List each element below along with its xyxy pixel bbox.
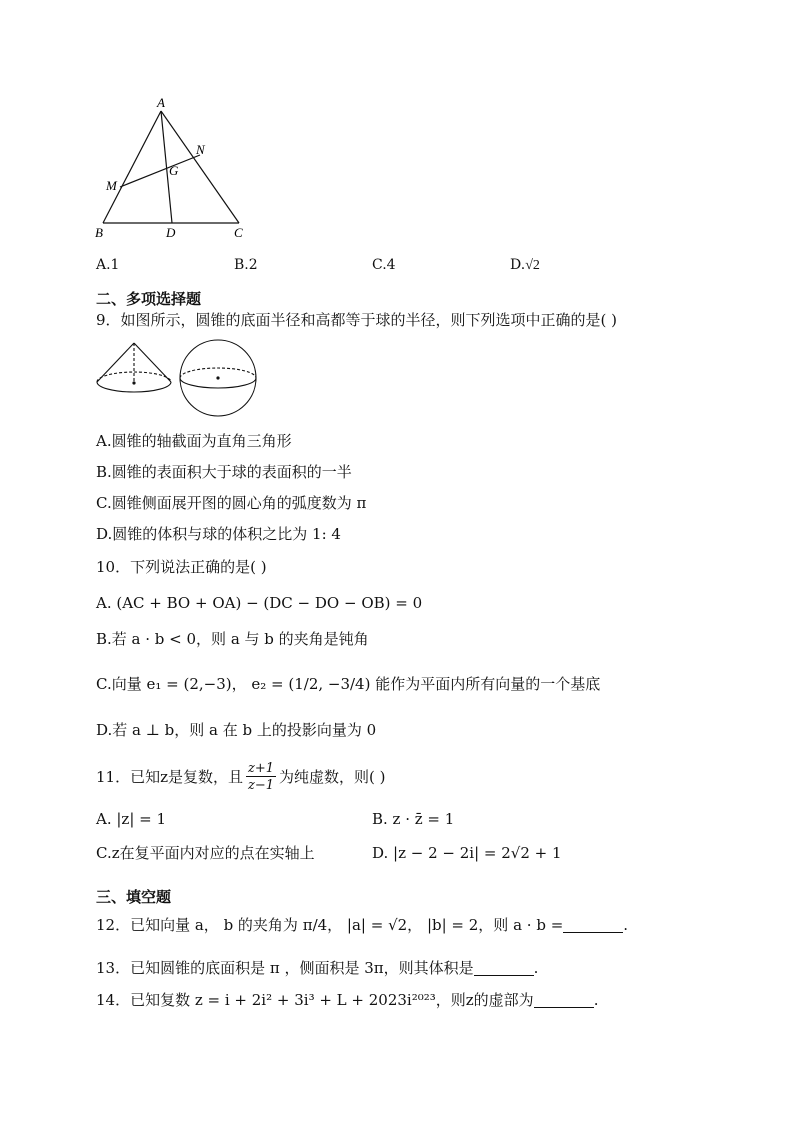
- q10-option-c: C.向量 e₁ = (2,−3)， e₂ = (1/2, −3/4) 能作为平面内所有向量的一个基底: [96, 675, 601, 693]
- q14-answer-blank[interactable]: [534, 993, 594, 1008]
- side-ab: [103, 111, 161, 223]
- label-n: N: [196, 142, 205, 157]
- q10-option-a: A. (AC + BO + OA) − (DC − DO − OB) = 0: [96, 594, 423, 612]
- q13-answer-blank[interactable]: [474, 961, 534, 976]
- q11-option-b: B. z · z̄ = 1: [372, 810, 455, 828]
- q10-option-b: B.若 a · b < 0，则 a 与 b 的夹角是钝角: [96, 630, 369, 648]
- q9-option-a: A.圆锥的轴截面为直角三角形: [96, 432, 292, 450]
- q8-option-b: B.2: [234, 257, 258, 273]
- q11-option-d: D. |z − 2 − 2i| = 2√2 + 1: [372, 844, 562, 862]
- q8-option-a: A.1: [96, 257, 120, 273]
- q11-fraction: [246, 762, 276, 792]
- q13: [96, 961, 538, 976]
- label-g: G: [169, 163, 179, 178]
- q11-option-a: A. |z| = 1: [96, 810, 167, 828]
- q8-option-d: [510, 257, 540, 274]
- q12-period: .: [623, 916, 629, 934]
- label-b: B: [95, 225, 103, 240]
- triangle-figure: [90, 92, 260, 242]
- q12: [96, 918, 628, 933]
- q9-option-d: D.圆锥的体积与球的体积之比为 1: 4: [96, 525, 341, 543]
- cone-center-dot: [132, 381, 135, 384]
- q11-stem-suffix: 为纯虚数，则( ): [279, 767, 386, 786]
- q8-option-d-prefix: D.: [510, 257, 526, 273]
- q10-option-d: D.若 a ⊥ b，则 a 在 b 上的投影向量为 0: [96, 721, 377, 739]
- q14: [96, 993, 598, 1008]
- sphere-center-dot: [216, 376, 219, 379]
- q11-stem: [96, 762, 386, 792]
- q9-option-b: B.圆锥的表面积大于球的表面积的一半: [96, 463, 352, 481]
- q11-option-c: C.z在复平面内对应的点在实轴上: [96, 844, 315, 862]
- q14-text: 14．已知复数 z = i + 2i² + 3i³ + L + 2023i²⁰²³，则z的虚部为: [96, 991, 534, 1009]
- q11-fraction-numerator: z+1: [248, 761, 275, 776]
- q13-period: .: [533, 959, 539, 977]
- q9-stem: 9．如图所示，圆锥的底面半径和高都等于球的半径，则下列选项中正确的是( ): [96, 311, 618, 329]
- label-a: A: [157, 95, 165, 110]
- q12-answer-blank[interactable]: [563, 918, 623, 933]
- q11-stem-prefix: 11．已知z是复数，且: [96, 767, 243, 786]
- q10-stem: 10．下列说法正确的是( ): [96, 558, 267, 576]
- cone-sphere-figure: [92, 336, 272, 420]
- cone-left-edge: [97, 343, 134, 382]
- q14-period: .: [593, 991, 599, 1009]
- label-d: D: [166, 225, 176, 240]
- q11-fraction-denominator: z−1: [248, 778, 275, 793]
- q12-text: 12．已知向量 a， b 的夹角为 π/4， |a| = √2， |b| = 2，则 a · b =: [96, 916, 564, 934]
- label-c: C: [234, 225, 243, 240]
- segment-mn: [120, 155, 200, 187]
- section-2-heading: 二、多项选择题: [96, 290, 202, 308]
- section-3-heading: 三、填空题: [96, 888, 172, 906]
- q13-text: 13．已知圆锥的底面积是 π ，侧面积是 3π，则其体积是: [96, 959, 474, 977]
- q8-option-c: C.4: [372, 257, 396, 273]
- q9-option-c: C.圆锥侧面展开图的圆心角的弧度数为 π: [96, 494, 367, 512]
- q8-option-d-value: √2: [525, 258, 540, 273]
- label-m: M: [106, 178, 117, 193]
